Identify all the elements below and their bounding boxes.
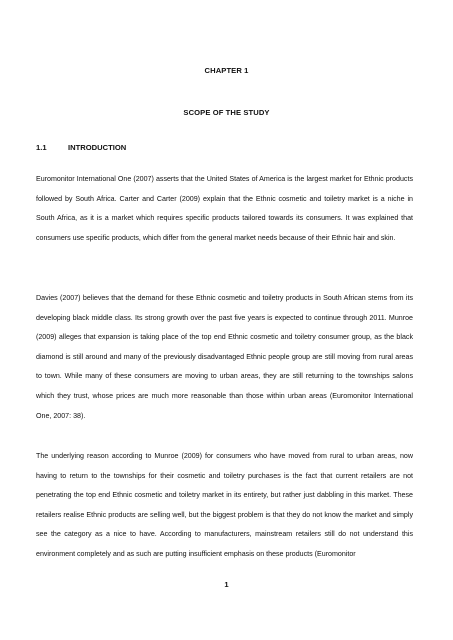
paragraph-2: Davies (2007) believes that the demand for these Ethnic cosmetic and toiletry products in South African stems from its developing black middle class. Its strong growth over the past five years is expected to continue through 2011. Munroe (2009) alleges that expansion is taking place of the top end Ethnic cosmetic and toiletry consumer group, as the black diamond is still around and many of the previously disadvantaged Ethnic people group are still moving from rural areas to town. While many of these consumers are moving to urban areas, they are still returning to the townships salons which they trust, whose prices are much more reasonable than those within urban areas (Euromonitor International One, 2007: 38). xyxy=(36,294,413,420)
paragraph-3: The underlying reason according to Munroe (2009) for consumers who have moved from rural to urban areas, now having to return to the townships for their cosmetic and toiletry purchases is the fact that current retailers are not penetrating the top end Ethnic cosmetic and toiletry market in its entirety, but rather just dabbling in this market. These retailers realise Ethnic products are selling well, but the biggest problem is that they do not know the market and simply see the category as a nice to have. According to manufacturers, mainstream retailers still do not understand this environment completely and as such are putting insufficient emphasis on these products (Euromonitor xyxy=(36,452,413,558)
section-heading xyxy=(36,143,126,152)
section-title: INTRODUCTION xyxy=(68,143,127,152)
chapter-title: SCOPE OF THE STUDY xyxy=(183,108,270,117)
section-number: 1.1 xyxy=(36,143,47,152)
page-number: 1 xyxy=(224,580,229,589)
paragraph-1: Euromonitor International One (2007) asserts that the United States of America is the largest market for Ethnic products followed by South Africa. Carter and Carter (2009) explain that the Ethnic cosmetic and toiletry market is a niche in South Africa, as it is a market which requires specific products tailored towards its consumers. It was explained that consumers use specific products, which differ from the general market needs because of their Ethnic hair and skin. xyxy=(36,175,413,242)
chapter-label: CHAPTER 1 xyxy=(204,66,249,75)
